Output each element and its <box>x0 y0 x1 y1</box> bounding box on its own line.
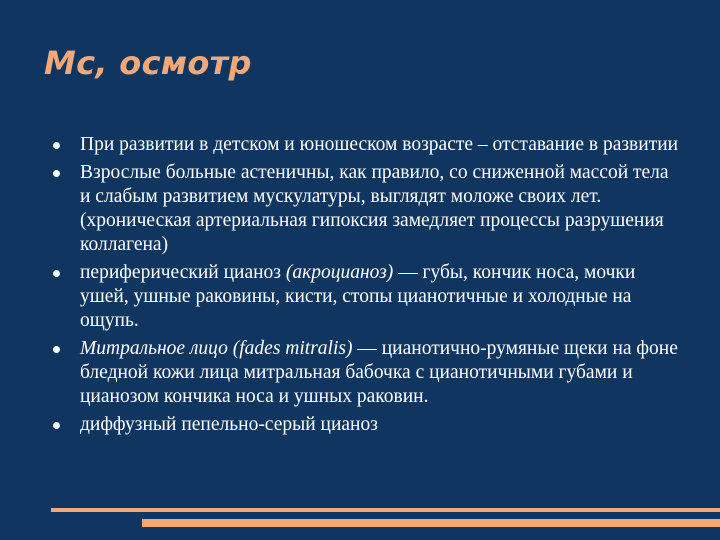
bullet-text-italic: Митральное лицо (fades mitralis) <box>80 338 353 359</box>
bullet-text: Взрослые больные астеничны, как правило, со сниженной массой тела и слабым развитием мускулатуры, выглядят моложе своих лет.(хроническая артериальная гипоксия замедляет процессы разрушения коллагена) <box>80 162 669 255</box>
bullet-text-tail: — губы, кончик носа, мочки ушей, ушные раковины, кисти, стопы цианотичные и холодные на ощупь. <box>80 262 636 331</box>
bullet-item <box>48 337 680 409</box>
bullet-text-italic: (акроцианоз) <box>285 262 394 283</box>
bullet-item <box>48 413 680 437</box>
decorative-bar-top <box>51 508 720 512</box>
bullet-item <box>48 133 680 157</box>
decorative-bar-bottom <box>142 519 720 527</box>
bullet-list <box>48 133 680 441</box>
slide-title: Мс, осмотр <box>44 44 252 82</box>
bullet-dot-icon <box>53 170 60 177</box>
bullet-item <box>48 261 680 333</box>
bullet-dot-icon <box>53 422 60 429</box>
bullet-text: При развитии в детском и юношеском возрасте – отставание в развитии <box>80 134 679 155</box>
bullet-text-tail: — цианотично-румяные щеки на фоне бледной кожи лица митральная бабочка с цианотичными губами и цианозом кончика носа и ушных раковин. <box>80 338 678 407</box>
bullet-text-lead: периферический цианоз <box>80 262 286 283</box>
bullet-dot-icon <box>53 142 60 149</box>
bullet-dot-icon <box>53 346 60 353</box>
bullet-dot-icon <box>53 270 60 277</box>
bullet-text: диффузный пепельно-серый цианоз <box>80 414 378 435</box>
bullet-item <box>48 161 680 257</box>
